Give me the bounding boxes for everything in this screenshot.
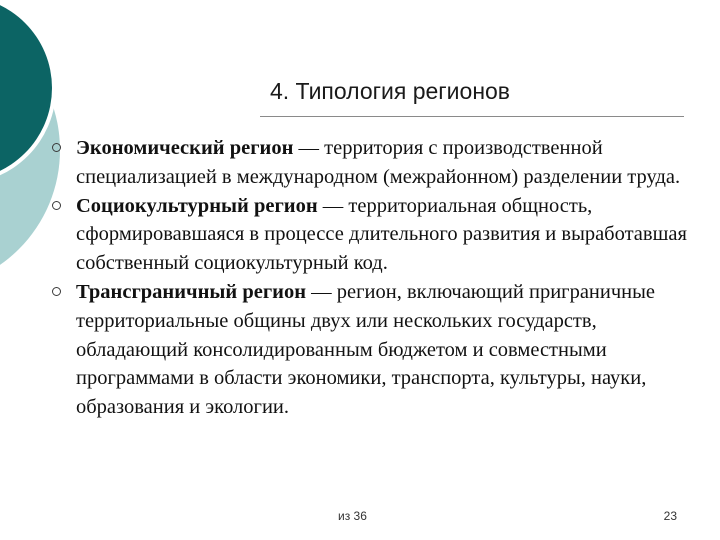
circle-bullet-icon [52, 287, 61, 296]
item-definition: — территориальная общность, сформировавшаяся в процессе длительного развития и выработавшая собственный социокультурный код. [76, 194, 687, 275]
item-term: Трансграничный регион [76, 280, 307, 303]
definition-list [50, 134, 700, 422]
item-definition: — территория с производственной специализацией в международном (межрайонном) разделении труда. [76, 137, 681, 188]
item-definition: — регион, включающий приграничные территориальные общины двух или нескольких государств, обладающий консолидированным бюджетом и совместными программами в области экономики, транспорта, культуры, науки, образования и экологии. [76, 280, 656, 419]
slide-title: 4. Типология регионов [269, 78, 511, 104]
circle-bullet-icon [52, 201, 61, 210]
page-number: 23 [663, 509, 677, 523]
circle-bullet-icon [52, 143, 61, 152]
list-item [50, 278, 700, 422]
list-item [50, 192, 700, 278]
page-total-label: из 36 [338, 509, 367, 523]
item-term: Социокультурный регион [76, 194, 318, 217]
item-term: Экономический регион [76, 137, 294, 159]
list-item [50, 134, 700, 192]
title-underline [260, 116, 684, 117]
